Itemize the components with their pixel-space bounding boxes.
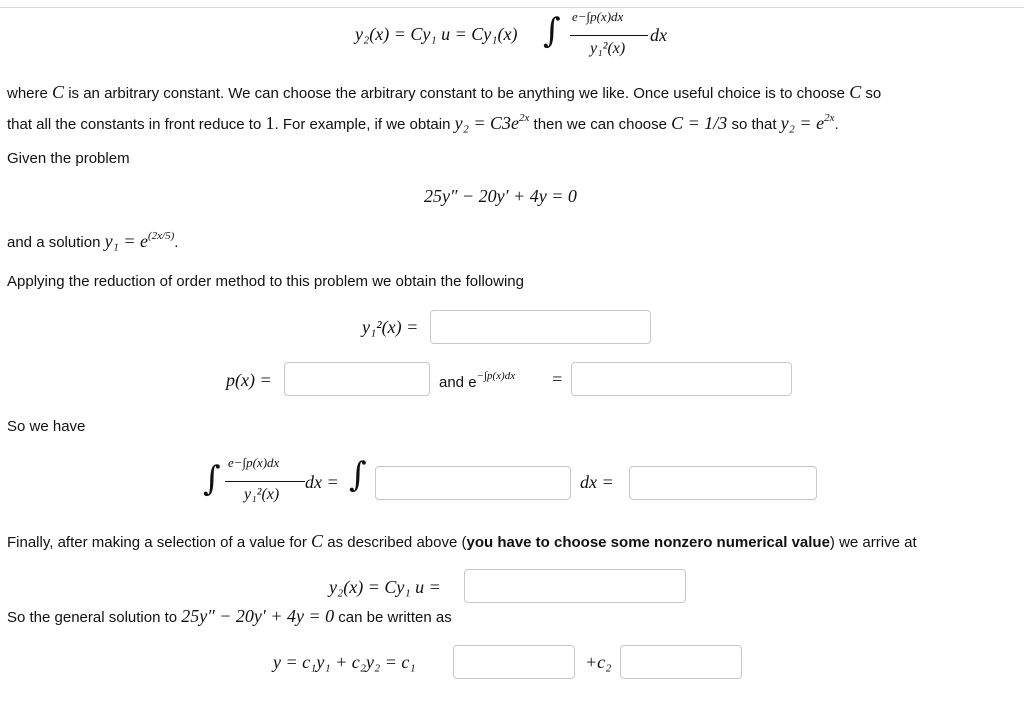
c2-term-input[interactable]	[620, 645, 742, 679]
intro-fraction-bar	[570, 35, 648, 36]
solution-statement: and a solution $y_1 = e^{(2x/5)}$.	[7, 230, 179, 251]
intro-formula-lhs: y₂(x) = Cy₁ u = Cy₁(x)	[355, 24, 518, 44]
general-solution-text: So the general solution to 25y″ − 20y′ + 4y = 0 can be written as	[7, 606, 452, 626]
integral-numerator: e−∫p(x)dx	[228, 455, 280, 470]
integral-sign-left: ∫	[203, 459, 221, 499]
y1-squared-input[interactable]	[430, 310, 651, 344]
intro-integrand-numerator: e−∫p(x)dx	[572, 9, 624, 24]
so-we-have-label: So we have	[7, 418, 86, 435]
intro-formula	[355, 24, 518, 45]
integral-dx-equals: dx =	[305, 472, 339, 492]
top-divider	[0, 7, 1024, 8]
ode-equation: 25y″ − 20y′ + 4y = 0	[424, 186, 577, 206]
y2-input[interactable]	[464, 569, 686, 603]
finally-text: Finally, after making a selection of a value for C as described above (you have to choose some nonzero numerical value) we arrive at	[7, 531, 917, 551]
intro-integrand-denominator: y₁²(x)	[590, 40, 626, 57]
exp-integral-input[interactable]	[571, 362, 792, 396]
applying-text: Applying the reduction of order method to this problem we obtain the following	[7, 273, 524, 290]
paragraph-constant-explanation: where C is an arbitrary constant. We can choose the arbitrary constant to be anything we like. Once useful choice is to choose C so that all the constants in front reduce to 1. For example, if we obtain $y_2 = C3e^{2x}$ then we can choose C = 1/3 so that $y_2 = e^{2x}$.	[7, 82, 882, 133]
y1-squared-label: y₁²(x) =	[362, 317, 419, 337]
equals-sign: =	[551, 369, 564, 389]
integral-denominator: y₁²(x)	[244, 486, 280, 503]
y2-label: y₂(x) = Cy₁ u =	[329, 577, 441, 597]
integrand-input[interactable]	[375, 466, 571, 500]
integral-fraction-bar	[225, 481, 305, 482]
intro-integral-sign: ∫	[543, 11, 561, 51]
c1-term-input[interactable]	[453, 645, 575, 679]
p-of-x-input[interactable]	[284, 362, 430, 396]
given-problem-label: Given the problem	[7, 150, 130, 167]
p-of-x-label: p(x) =	[226, 370, 272, 390]
and-exp-label: and $e^{-\int p(x)dx}$	[439, 370, 516, 391]
integral-result-input[interactable]	[629, 466, 817, 500]
intro-dx: dx	[650, 25, 667, 45]
integral-dx-equals-2: dx =	[580, 472, 614, 492]
integral-sign-right: ∫	[349, 455, 367, 495]
plus-c2-label: +c₂	[585, 652, 612, 672]
general-formula-lhs: y = c₁y₁ + c₂y₂ = c₁	[273, 652, 416, 672]
